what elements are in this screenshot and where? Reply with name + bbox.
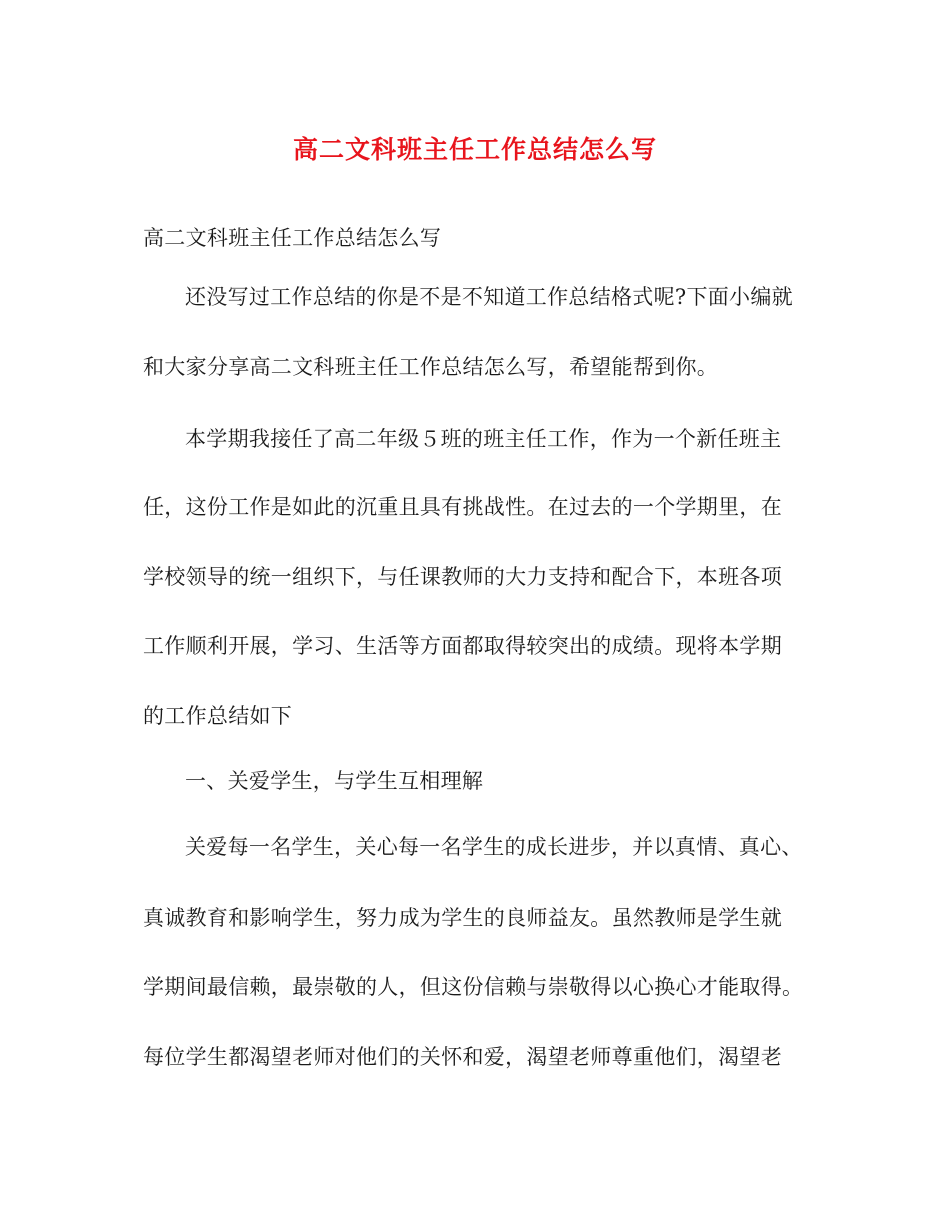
paragraph-line: 学期间最信赖，最崇敬的人，但这份信赖与崇敬得以心换心才能取得。 bbox=[143, 975, 804, 999]
paragraph-line: 每位学生都渴望老师对他们的关怀和爱，渴望老师尊重他们，渴望老 bbox=[143, 1045, 782, 1069]
paragraph-line: 真诚教育和影响学生，努力成为学生的良师益友。虽然教师是学生就 bbox=[143, 906, 782, 930]
paragraph-line: 本学期我接任了高二年级５班的班主任工作，作为一个新任班主 bbox=[185, 427, 782, 451]
section-heading: 一、关爱学生，与学生互相理解 bbox=[185, 769, 484, 793]
paragraph-line: 的工作总结如下 bbox=[143, 704, 293, 728]
paragraph-line: 工作顺利开展，学习、生活等方面都取得较突出的成绩。现将本学期 bbox=[143, 634, 782, 658]
document-title: 高二文科班主任工作总结怎么写 bbox=[292, 135, 657, 164]
subtitle-line: 高二文科班主任工作总结怎么写 bbox=[143, 226, 442, 250]
paragraph-line: 学校领导的统一组织下，与任课教师的大力支持和配合下，本班各项 bbox=[143, 565, 782, 589]
paragraph-line: 任，这份工作是如此的沉重且具有挑战性。在过去的一个学期里，在 bbox=[143, 495, 782, 519]
paragraph-line: 和大家分享高二文科班主任工作总结怎么写，希望能帮到你。 bbox=[143, 355, 719, 379]
paragraph-line: 关爱每一名学生，关心每一名学生的成长进步，并以真情、真心、 bbox=[185, 835, 803, 859]
paragraph-line: 还没写过工作总结的你是不是不知道工作总结格式呢?下面小编就 bbox=[185, 285, 793, 309]
